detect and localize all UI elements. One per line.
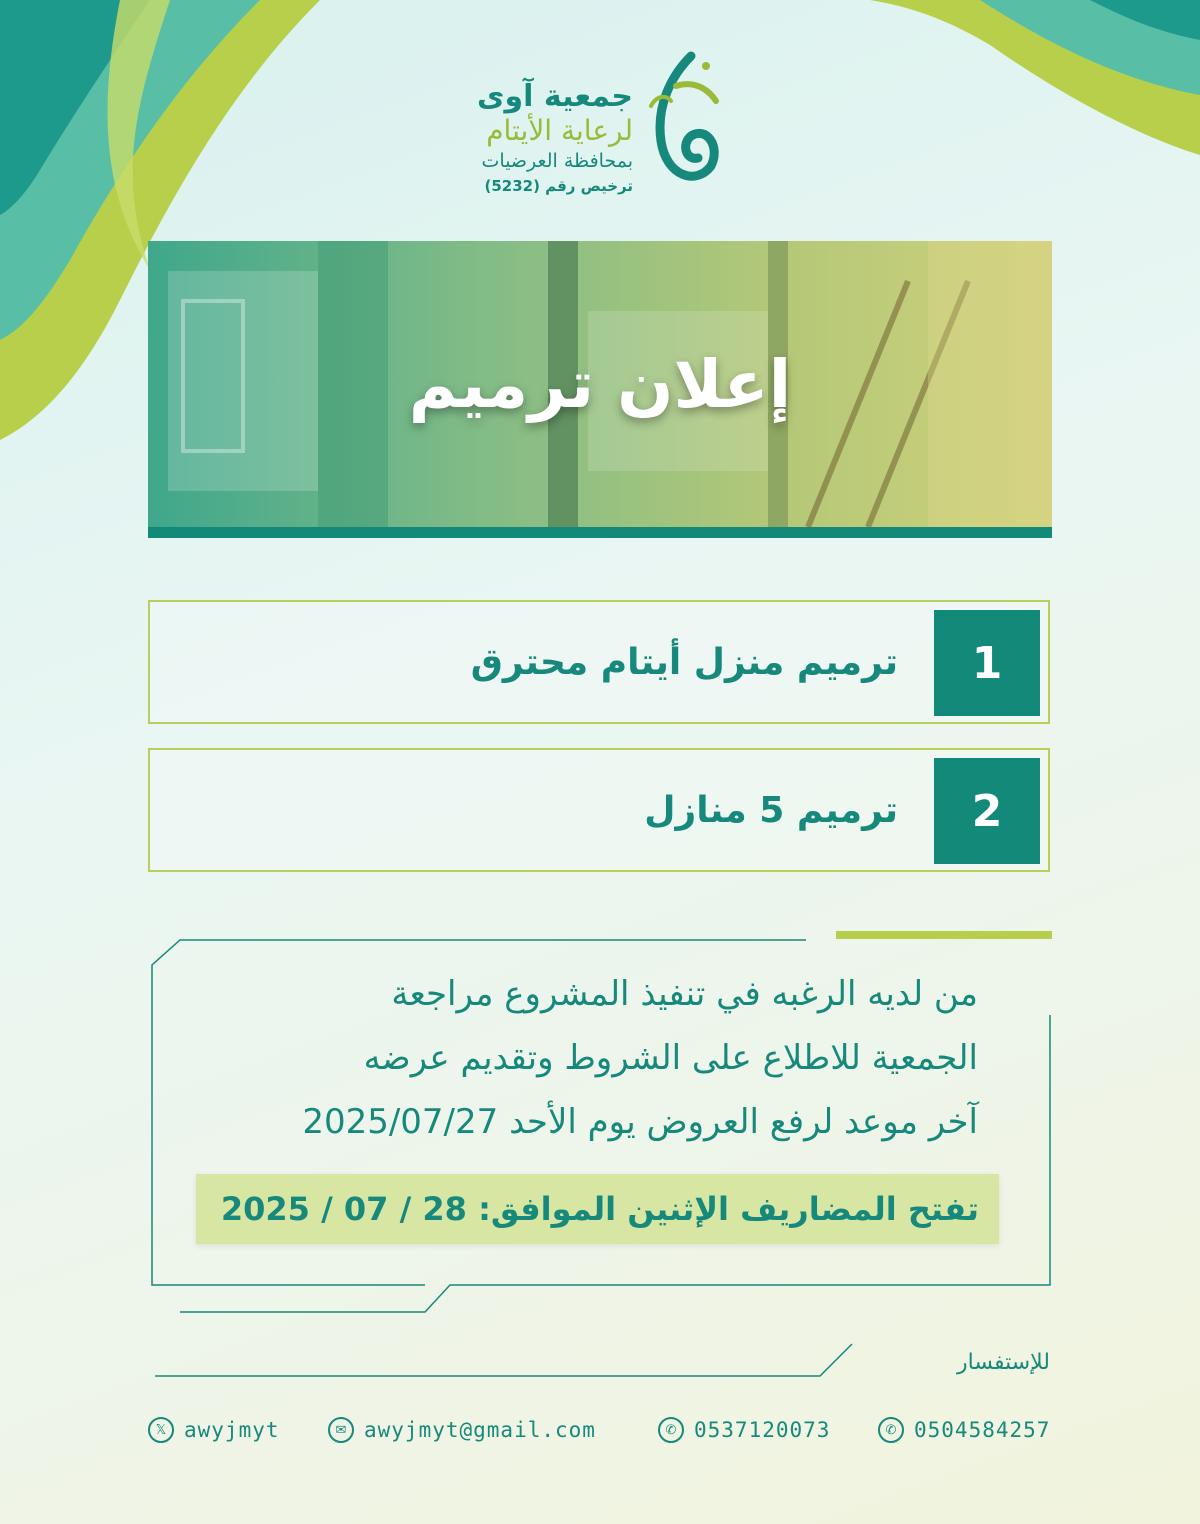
contact-email[interactable] bbox=[328, 1415, 596, 1445]
x-twitter-icon: 𝕏 bbox=[148, 1417, 174, 1443]
phone-icon: ✆ bbox=[878, 1417, 904, 1443]
info-line: الجمعية للاطلاع على الشروط وتقديم عرضه bbox=[363, 1038, 978, 1078]
contact-value: awyjmyt@gmail.com bbox=[364, 1418, 596, 1442]
inquiry-label: للإستفسار bbox=[957, 1350, 1050, 1375]
info-line: من لديه الرغبه في تنفيذ المشروع مراجعة bbox=[391, 974, 978, 1014]
banner bbox=[148, 241, 1052, 527]
contact-value: awyjmyt bbox=[184, 1418, 280, 1442]
contact-value: 0504584257 bbox=[914, 1418, 1051, 1442]
list-item bbox=[148, 600, 1050, 724]
logo-calligraphy-icon bbox=[636, 46, 726, 196]
org-license: ترخيص رقم (5232) bbox=[484, 177, 633, 195]
phone-icon: ✆ bbox=[658, 1417, 684, 1443]
org-name: جمعية آوى bbox=[477, 79, 633, 114]
item-text: ترميم 5 منازل bbox=[644, 789, 898, 831]
opening-date-text: تفتح المضاريف الإثنين الموافق: 28 / 07 / 2025 bbox=[220, 1190, 979, 1228]
org-location: بمحافظة العرضيات bbox=[481, 150, 633, 172]
org-subtitle: لرعاية الأيتام bbox=[486, 114, 633, 147]
list-item bbox=[148, 748, 1050, 872]
opening-date-highlight bbox=[196, 1174, 999, 1244]
contact-phone[interactable] bbox=[658, 1415, 830, 1445]
contact-x[interactable] bbox=[148, 1415, 280, 1445]
item-text: ترميم منزل أيتام محترق bbox=[470, 641, 898, 683]
email-icon: ✉ bbox=[328, 1417, 354, 1443]
info-line: آخر موعد لرفع العروض يوم الأحد 2025/07/27 bbox=[302, 1102, 978, 1142]
item-number: 1 bbox=[934, 610, 1040, 716]
banner-underline bbox=[148, 527, 1052, 538]
contact-value: 0537120073 bbox=[694, 1418, 831, 1442]
logo-text bbox=[373, 80, 633, 198]
info-box bbox=[150, 938, 1053, 1316]
banner-title: إعلان ترميم bbox=[408, 345, 792, 423]
contact-phone[interactable] bbox=[878, 1415, 1050, 1445]
item-number: 2 bbox=[934, 758, 1040, 864]
